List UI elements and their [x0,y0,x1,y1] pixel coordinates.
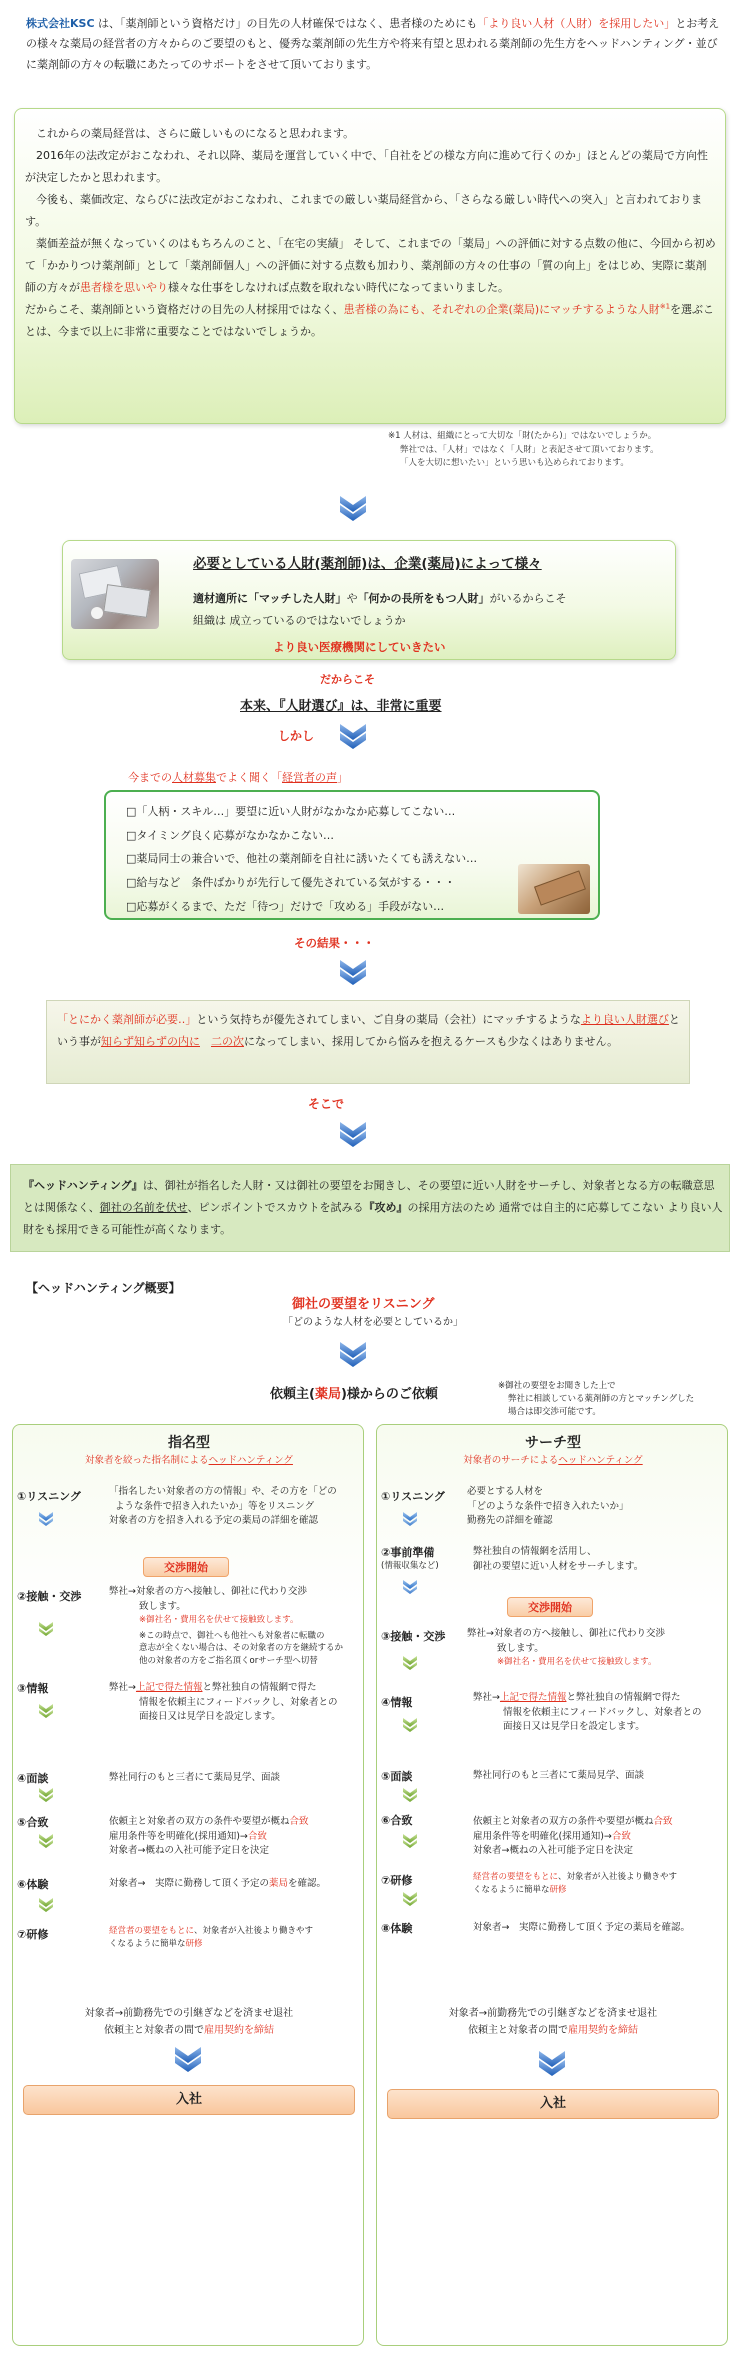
outlook-p2: 2016年の法改定がおこなわれ、それ以降、薬局を運営していく中で、「自社をどの様な方向に進めて行くのか」ほとんどの薬局で方向性が決定したかと思われます。 [25,149,708,184]
chevron-down-icon [401,1653,419,1671]
step-interview: ④面談 [17,1772,49,1785]
step-training-text: 経営者の要望をもとに、対象者が入社後より働きやす くなるように簡単な研修 [473,1872,678,1896]
step-listening-text: 「指名したい対象者の方の情報」や、その方を「どの ような条件で招き入れたいか」等をリスニング 対象者の方を招き入れる予定の薬局の詳細を確認 [109,1486,337,1527]
search-subtitle: 対象者のサーチによるヘッドハンティング [463,1455,643,1466]
step-info-text: 弊社→上記で得た情報と弊社独自の情報網で得た 情報を依頼主にフィードバックし、対象者との 面接日又は見学日を設定します。 [473,1692,702,1733]
join-badge: 入社 [23,2085,355,2115]
chevron-down-icon [338,958,368,986]
chevron-down-icon [37,1831,55,1849]
nomination-panel [12,1424,364,2346]
step-match-text: 依頼主と対象者の双方の条件や要望が概ね合致 雇用条件等を明確化(採用通知)→合致 対象者→概ねの入社可能予定日を決定 [109,1816,309,1857]
step-listening: ①リスニング [381,1490,445,1503]
chevron-down-icon [338,1120,368,1148]
needs-line2: 組織は 成立っているのではないでしょうか [193,614,406,627]
negotiation-start-badge: 交渉開始 [143,1557,229,1577]
outlook-text [25,123,717,343]
step-preparation-text: 弊社独自の情報網を活用し、 御社の要望に近い人材をサーチします。 [473,1546,644,1572]
step-listening: ①リスニング [17,1490,81,1503]
step-contact: ③接触・交渉 [381,1630,446,1643]
chevron-down-icon [338,722,368,750]
overview-title: 【ヘッドハンティング概要】 [26,1281,181,1295]
result-label: その結果・・・ [294,936,375,950]
step-match-text: 依頼主と対象者の双方の条件や要望が概ね合致 雇用条件等を明確化(採用通知)→合致 対象者→概ねの入社可能予定日を決定 [473,1816,673,1857]
step-interview-text: 弊社同行のもと三者にて薬局見学、面談 [109,1772,281,1783]
client-request: 依頼主(薬局)様からのご依頼 [270,1387,438,1402]
honrai-label: 本来、『人財選び』は、非常に重要 [240,699,442,714]
voices-box [104,790,600,920]
voice-item: □タイミング良く応募がなかなかこない… [126,828,334,842]
outlook-p1: これからの薬局経営は、さらに厳しいものになると思われます。 [36,127,355,140]
chevron-down-icon [401,1785,419,1803]
step-contact-text: 弊社→対象者の方へ接触し、御社に代わり交渉 致します。 ※御社名・費用名を伏せて接触致します。 ※この時点で、御社へも他社へも対象者に転職の 意志が全くない場合は、その対象者の方を継続するか 他の対象者の方をご指名頂くorサーチ型へ切替 [109,1586,344,1667]
step-match: ⑤合致 [17,1816,49,1829]
voice-item: □薬局同士の兼合いで、他社の薬剤師を自社に誘いたくても誘えない… [126,852,478,866]
chevron-down-icon [537,2049,567,2077]
step-experience: ⑥体験 [17,1878,49,1891]
step-experience-text: 対象者→ 実際に勤務して頂く予定の薬局を確認。 [473,1922,690,1933]
final-step-text: 対象者→前勤務先での引継ぎなどを済ませ退社 依頼主と対象者の間で雇用契約を締結 [448,2008,658,2036]
step-experience-text: 対象者→ 実際に勤務して頂く予定の薬局を確認。 [109,1878,326,1889]
step-training: ⑦研修 [381,1874,413,1887]
outlook-p4: 薬価差益が無くなっていくのはもちろんのこと、「在宅の実績」 そして、これまでの「薬局」への評価に対する点数の他に、今回から初めて「かかりつけ薬剤師」として「薬剤師個人」への評価に対する点数も加わり、薬剤師の方々の仕事の「質の向上」をはじめ、実際に薬剤師の方々が患者様を思いやり様々な仕事をしなければ点数を取れない時代になってまいりました。 [25,237,716,294]
negotiation-start-badge: 交渉開始 [507,1597,593,1617]
chevron-down-icon [37,1509,55,1527]
intro-t2: とお考えの様々な薬局の経営者の方々からのご要望のもと、優秀な薬剤師の先生方や将来有望と思われる薬剤師の先生方をヘッドハンティング・並びに薬剤師の方々の転職にあたってのサポートをさせて頂いております。 [26,17,720,71]
headhunting-text: 『ヘッドハンティング』は、御社が指名した人財・又は御社の要望をお聞きし、その要望に近い人財をサーチし、対象者となる方の転職意思とは関係なく、御社の名前を伏せ、ピンポイントでスカウトを試みる『攻め』の採用方法のため 通常では自主的に応募してこない より良い人財をも採用できる可能性が高くなります。 [23,1179,723,1236]
chevron-down-icon [37,1785,55,1803]
step-preparation-sub: (情報収集など) [381,1561,439,1571]
headhunting-box [10,1164,730,1252]
step-contact: ②接触・交渉 [17,1590,82,1603]
chevron-down-icon [401,1577,419,1595]
needs-box [62,540,676,660]
step-contact-text: 弊社→対象者の方へ接触し、御社に代わり交渉 致します。 ※御社名・費用名を伏せて接触致します。 [467,1628,665,1668]
client-note: ※御社の要望をお聞きした上で 弊社に相談している薬剤師の方とマッチングした 場合は即交渉可能です。 [498,1381,695,1418]
intro-red1: 「より良い人材（人財）を採用したい」 [477,17,676,30]
voice-item: □「人柄・スキル…」要望に近い人財がなかなか応募してこない… [126,805,456,818]
consequence-box [46,1000,690,1084]
medicine-photo [71,559,159,629]
soko-label: そこで [308,1097,345,1111]
chevron-down-icon [338,1340,368,1368]
chevron-down-icon [37,1701,55,1719]
intro-text [26,14,726,75]
listen-sub: 「どのような人材を必要としているか」 [283,1317,463,1328]
final-step-text: 対象者→前勤務先での引継ぎなどを済ませ退社 依頼主と対象者の間で雇用契約を締結 [84,2008,294,2036]
dakara-label: だからこそ [320,673,375,686]
step-interview-text: 弊社同行のもと三者にて薬局見学、面談 [473,1770,645,1781]
listen-title: 御社の要望をリスニング [292,1297,435,1312]
nomination-title: 指名型 [168,1435,210,1451]
chevron-down-icon [173,2045,203,2073]
voice-item: □応募がくるまで、ただ「待つ」だけで「攻める」手段がない… [126,899,445,913]
step-training: ⑦研修 [17,1928,49,1941]
step-match: ⑥合致 [381,1814,413,1827]
step-training-text: 経営者の要望をもとに、対象者が入社後より働きやす くなるように簡単な研修 [109,1926,314,1950]
outlook-p5: だからこそ、薬剤師という資格だけの目先の人材採用ではなく、患者様の為にも、それぞれの企業(薬局)にマッチするような人財$^{※1}$を選ぶことは、今まで以上に非常に重要なことではないでしょうか。 [25,302,715,338]
chevron-down-icon [37,1619,55,1637]
chevron-down-icon [401,1889,419,1907]
step-info: ④情報 [381,1696,413,1709]
voice-heading: 今までの人材募集でよく聞く「経営者の声」 [128,771,348,784]
search-panel [376,1424,728,2346]
needs-title: 必要としている人財(薬剤師)は、企業(薬局)によって様々 [193,556,542,572]
shikashi-label: しかし [278,729,315,743]
step-preparation: ②事前準備 [381,1546,435,1559]
search-title: サーチ型 [525,1435,581,1451]
nomination-subtitle: 対象者を絞った指名制によるヘッドハンティング [85,1455,293,1466]
needs-line1: 適材適所に「マッチした人財」や「何かの長所をもつ人財」がいるからこそ [193,592,567,605]
step-experience: ⑧体験 [381,1922,413,1935]
intro-t1: は、「薬剤師という資格だけ」の目先の人材確保ではなく、患者様のためにも [98,17,478,30]
outlook-box [14,108,726,424]
chevron-down-icon [37,1895,55,1913]
step-listening-text: 必要とする人材を 「どのような条件で招き入れたいか」 勤務先の詳細を確認 [467,1486,629,1527]
step-interview: ⑤面談 [381,1770,413,1783]
voice-item: □給与など 条件ばかりが先行して優先されている気がする・・・ [126,875,456,889]
needs-line3: より良い医療機関にしていきたい [273,640,446,654]
outlook-p3: 今後も、薬価改定、ならびに法改定がおこなわれ、これまでの厳しい薬局経営から、「さらなる厳しい時代への突入」と言われております。 [25,193,703,228]
chevron-down-icon [401,1509,419,1527]
consequence-text: 「とにかく薬剤師が必要‥」という気持ちが優先されてしまい、ご自身の薬局（会社）にマッチするようなより良い人財選びという事が知らず知らずの内に 二の次になってしまい、採用してから悩みを抱えるケースも少なくはありません。 [57,1013,680,1048]
step-info-text: 弊社→上記で得た情報と弊社独自の情報網で得た 情報を依頼主にフィードバックし、対象者との 面接日又は見学日を設定します。 [109,1682,338,1723]
step-info: ③情報 [17,1682,49,1695]
jinzai-note: ※1 人材は、組織にとって大切な「財(たから)」ではないでしょうか。 弊社では、「人材」ではなく「人財」と表記させて頂いております。 「人を大切に想いたい」という思いも込められております。 [388,431,659,469]
chevron-down-icon [338,494,368,522]
chevron-down-icon [401,1715,419,1733]
join-badge: 入社 [387,2089,719,2119]
cardboard-photo [518,864,590,914]
chevron-down-icon [401,1831,419,1849]
company-name: 株式会社KSC [26,17,95,30]
